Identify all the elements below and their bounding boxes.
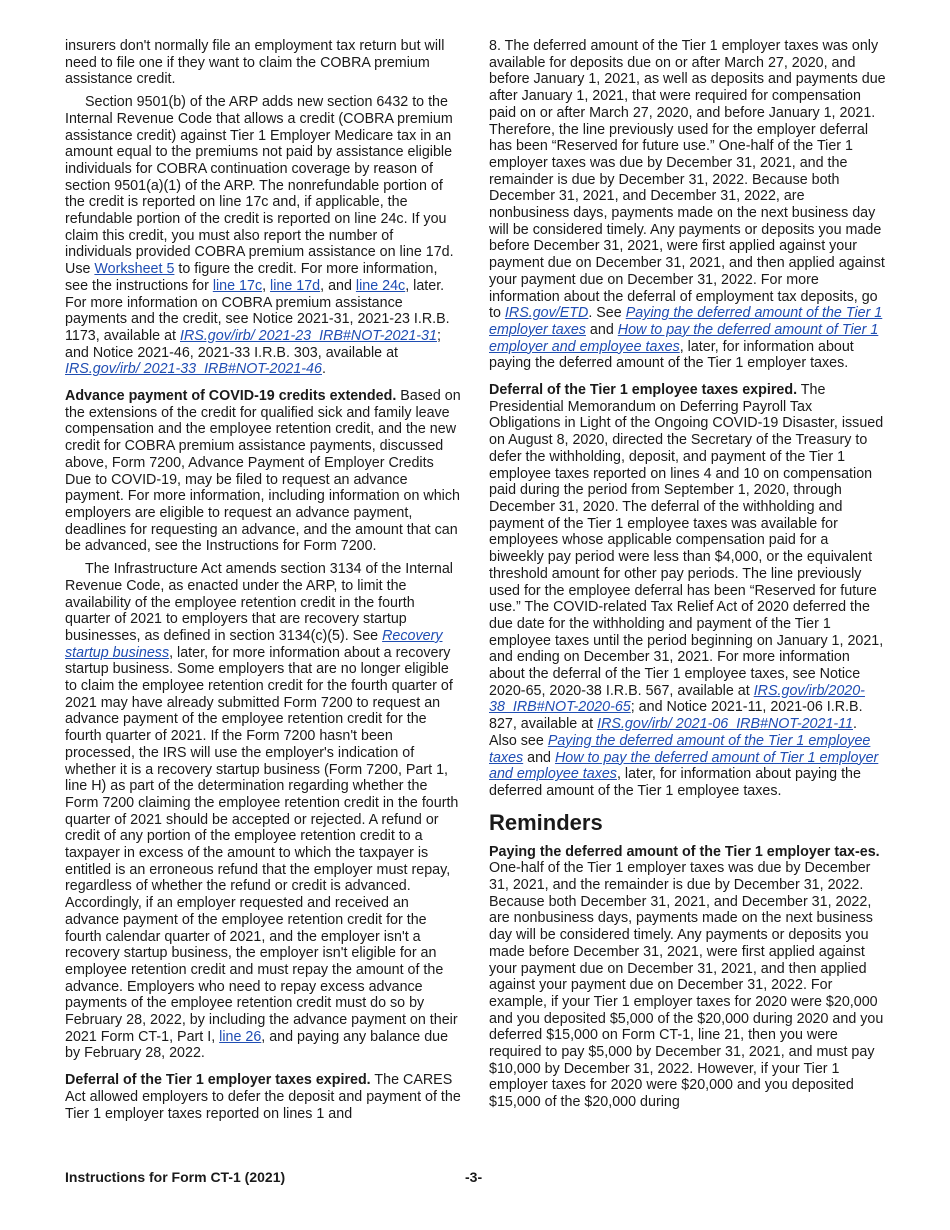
paragraph-text: . — [321, 361, 326, 378]
run-in-heading: Deferral of the Tier 1 employee taxes expired. — [489, 382, 798, 399]
paragraph-text: , and — [320, 277, 356, 294]
notice-2021-46-link[interactable]: IRS.gov/irb/ 2021-33_IRB#NOT-2021-46 — [65, 361, 322, 378]
paragraph-text: Section 9501(b) of the ARP adds new section 6432 to the Internal Revenue Code that allows a credit (COBRA premium assistance credit) against Tier 1 Employer Medicare tax in an amount equal to the premiums not paid by assistance eligible individuals for COBRA continuation coverage by reason of section 9501(a)(1) of the ARP. The nonrefundable portion of the credit is reported on line 17c and, if applicable, the refundable portion of the credit is reported on line 24c. If you claim this credit, you must also report the number of individuals provided COBRA premium assistance on line 17d. Use — [65, 94, 454, 278]
notice-2021-31-link[interactable]: IRS.gov/irb/ 2021-23_IRB#NOT-2021-31 — [180, 327, 437, 344]
how-to-pay-deferred-link[interactable]: How to pay the deferred amount of Tier 1 employer and employee taxes — [489, 321, 879, 355]
right-column — [489, 38, 887, 1117]
paragraph-paying-deferred — [489, 844, 887, 1111]
page-number: -3- — [465, 1169, 483, 1185]
line-26-link[interactable]: line 26 — [219, 1028, 262, 1045]
paragraph-cobra-insurers — [65, 38, 463, 88]
paragraph-text: The CARES Act allowed employers to defer the deposit and payment of the Tier 1 employer taxes reported on lines 1 and — [65, 1072, 461, 1122]
paragraph-text: , — [262, 277, 271, 294]
paragraph-deferral-employee — [489, 382, 887, 800]
reminders-heading: Reminders — [489, 809, 603, 835]
paragraph-text: ; and Notice 2021-11, 2021-06 I.R.B. 827, available at — [489, 699, 863, 733]
paragraph-text: to figure the credit. For more information, see the instructions for — [65, 261, 438, 294]
notice-2021-11-link[interactable]: IRS.gov/irb/ 2021-06_IRB#NOT-2021-11 — [597, 716, 854, 733]
paragraph-text: . See — [588, 305, 626, 322]
run-in-heading: Paying the deferred amount of the Tier 1 employer tax-es. — [489, 843, 880, 860]
paragraph-text: , later, for information about paying the deferred amount of the Tier 1 employee taxes. — [489, 766, 861, 799]
paragraph-infrastructure-act — [65, 561, 463, 1062]
recovery-startup-business-link[interactable]: Recovery startup business — [65, 627, 443, 661]
paragraph-text: The Presidential Memorandum on Deferring Payroll Tax Obligations in Light of the Ongoing COVID-19 Disaster, issued on August 8, 2020, directed the Secretary of the Treasury to defer the withholding, deposit, and payment of the Tier 1 employee taxes reported on lines 4 and 10 on compensation paid during the period from September 1, 2020, through December 31, 2020. The deferral of the withholding and payment of the Tier 1 employee taxes was available for employees whose applicable compensation paid for a biweekly pay period were less than $4,000, or the equivalent threshold amount for other pay periods. The line previously used for the employee deferral has been “Reserved for future use.” The COVID-related Tax Relief Act of 2020 deferred the due date for the withholding and payment of the Tier 1 employee taxes until the period beginning on January 1, 2021, and ending on December 31, 2021. For more information about the deferral of the Tier 1 employee taxes, see Notice 2020-65, 2020-38 I.R.B. 567, available at — [489, 382, 884, 699]
paragraph-text: insurers don't normally file an employment tax return but will need to file one if they want to claim the COBRA premium assistance credit. — [65, 38, 445, 88]
paying-deferred-employee-link[interactable]: Paying the deferred amount of the Tier 1 employee taxes — [489, 732, 871, 766]
run-in-heading: Deferral of the Tier 1 employer taxes expired. — [65, 1072, 371, 1089]
paragraph-text: The Infrastructure Act amends section 3134 of the Internal Revenue Code, as enacted under the ARP, to limit the availability of the employee retention credit in the fourth quarter of 2021 to employers that are recovery startup businesses, as defined in section 3134(c)(5). See — [65, 561, 453, 644]
paragraph-text: and — [523, 749, 555, 766]
paragraph-text: , later. For more information on COBRA premium assistance payments and the credit, see Notice 2021-31, 2021-23 I.R.B. 1173, available at — [65, 277, 450, 344]
run-in-heading: Advance payment of COVID-19 credits extended. — [65, 388, 397, 405]
worksheet-5-link[interactable]: Worksheet 5 — [94, 261, 175, 278]
left-column — [65, 38, 463, 1128]
paragraph-deferral-employer — [65, 1072, 463, 1122]
paragraph-section-9501b — [65, 94, 463, 378]
footer-title: Instructions for Form CT-1 (2021) — [65, 1169, 286, 1185]
paragraph-text: , later, for more information about a recovery startup business. Some employers that are no longer eligible to claim the employee retention credit for the fourth quarter of 2021 may have already submitted Form 7200 to request an advance payment of the employee retention credit for the fourth quarter of 2021. If the Form 7200 hasn't been processed, the IRS will use the employer's indication of whether it is a recovery startup business (Form 7200, Part 1, line H) as part of the determination regarding whether the Form 7200 claiming the employee retention credit in the fourth quarter of 2021 should be accepted or rejected. A refund or credit of any portion of the employee retention credit to a taxpayer in excess of the amount to which the taxpayer is entitled is an erroneous refund that the employer must repay, regardless of whether the refund or credit is advanced. Accordingly, if an employer requested and received an advance payment of the employee retention credit for the fourth calendar quarter of 2021, and the employer isn't a recovery startup business, the employer isn't eligible for an employee retention credit and must repay the amount of the advance. Employers who need to repay excess advance payments of the employee retention credit must do so by February 28, 2022, by including the advance payment on their 2021 Form CT-1, Part I, — [65, 644, 459, 1045]
irs-etd-link[interactable]: IRS.gov/ETD — [504, 305, 589, 322]
paragraph-text: Based on the extensions of the credit for qualified sick and family leave compensation and the employee retention credit, and the new credit for COBRA premium assistance payments, discussed above, Form 7200, Advance Payment of Employer Credits Due to COVID-19, may be filed to request an advance payment. For more information, including information on which employers are eligible to request an advance payment, deadlines for requesting an advance, and the amount that can be advanced, see the Instructions for Form 7200. — [65, 388, 461, 555]
paragraph-text: . Also see — [489, 716, 857, 749]
line-24c-link[interactable]: line 24c — [355, 277, 406, 294]
paragraph-deferral-employer-cont — [489, 38, 887, 372]
paragraph-text: , later, for information about paying the deferred amount of the Tier 1 employer taxes. — [489, 338, 854, 372]
line-17c-link[interactable]: line 17c — [212, 277, 263, 294]
paragraph-text: , and paying any balance due by February 28, 2022. — [65, 1028, 449, 1062]
paying-deferred-employer-link[interactable]: Paying the deferred amount of the Tier 1 employer taxes — [489, 305, 883, 338]
line-17d-link[interactable]: line 17d — [270, 277, 321, 294]
how-to-pay-deferred-link[interactable]: How to pay the deferred amount of Tier 1 employer and employee taxes — [489, 749, 879, 783]
paragraph-text: ; and Notice 2021-46, 2021-33 I.R.B. 303, available at — [65, 327, 441, 361]
paragraph-text: 8. The deferred amount of the Tier 1 employer taxes was only available for deposits due on or after March 27, 2020, and before January 1, 2021, as well as deposits and payments due after January 1, 2021, that were required for compensation paid on or after March 27, 2020, and before January 1, 2021. Therefore, the line previously used for the employer deferral has been “Reserved for future use.” One-half of the Tier 1 employer taxes was due by December 31, 2021, and the remainder is due by December 31, 2022. Because both December 31, 2021, and December 31, 2022, are nonbusiness days, payments made on the next business day will be considered timely. Any payments or deposits you made before December 31, 2021, were first applied against your payment due on December 31, 2021, and then applied against your payment due on December 31, 2022. For more information about the deferral of employment tax deposits, go to — [489, 38, 886, 322]
paragraph-text: and — [585, 321, 618, 338]
paragraph-advance-payment — [65, 388, 463, 555]
paragraph-text: One-half of the Tier 1 employer taxes was due by December 31, 2021, and the remainder is due by December 31, 2022. Because both December 31, 2021, and December 31, 2022, are nonbusiness days, payments made on the next business day will be considered timely. Any payments or deposits you made before December 31, 2021, were first applied against your payment due on December 31, 2021, and then applied against your payment due on December 31, 2022. For example, if your Tier 1 employer taxes for 2020 were $20,000 and you deposited $5,000 of the $20,000 during 2020 and you deferred $15,000 on Form CT-1, line 21, then you were required to pay $5,000 by December 31, 2021, and must pay $10,000 by December 31, 2022. However, if your Tier 1 employer taxes for 2020 were $20,000 and you deposited $15,000 of the $20,000 during — [489, 860, 884, 1111]
notice-2020-65-link[interactable]: IRS.gov/irb/2020-38_IRB#NOT-2020-65 — [489, 682, 865, 716]
